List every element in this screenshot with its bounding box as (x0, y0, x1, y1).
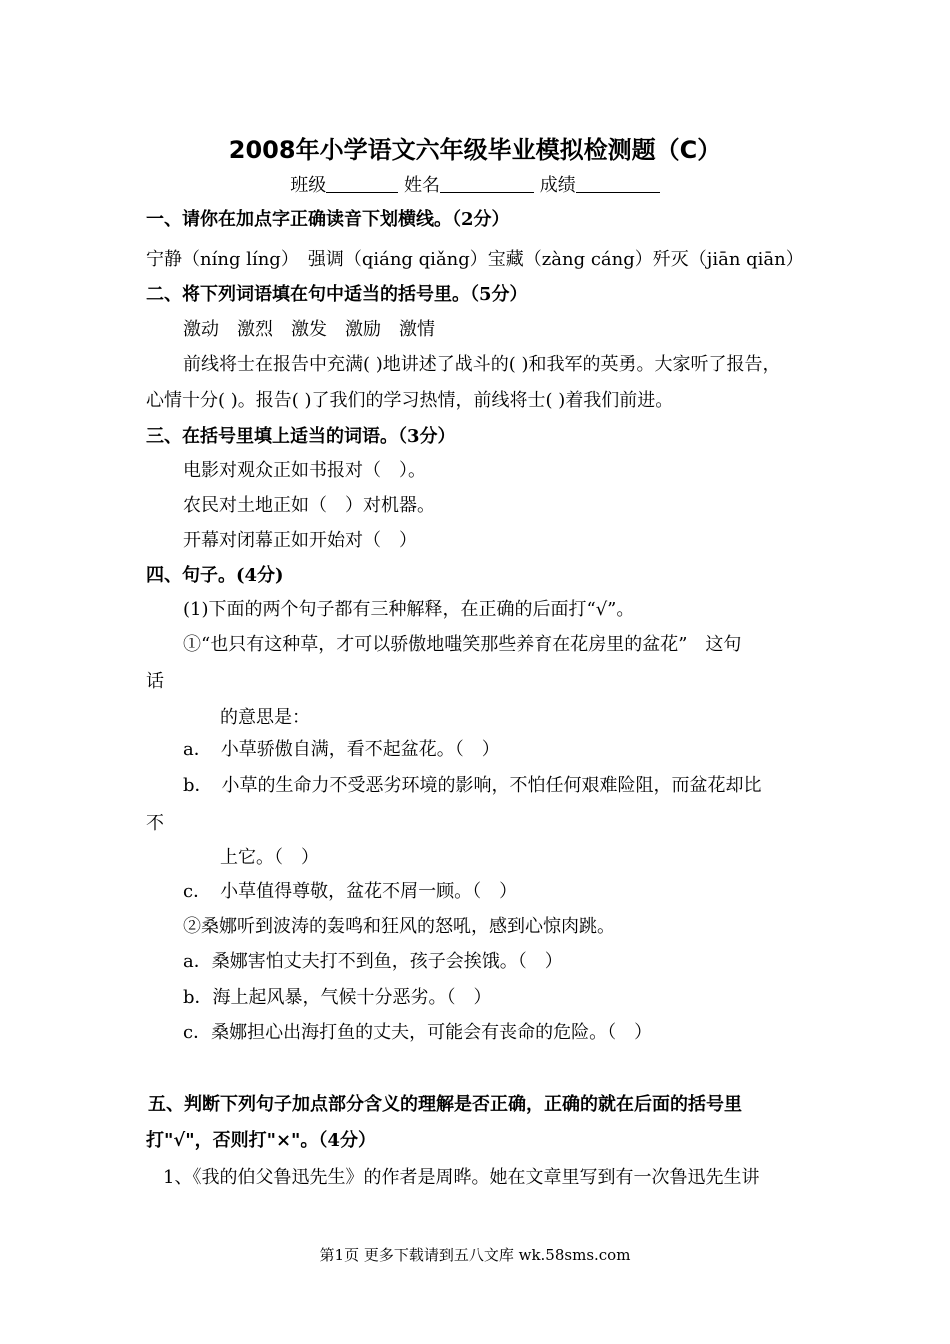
section-4-option-b-end: 上它。（ ） (220, 847, 319, 868)
section-3-item-c: 开幕对闭幕正如开始对（ ） (183, 530, 417, 551)
section-4-question-2: ②桑娜听到波涛的轰鸣和狂风的怒吼，感到心惊肉跳。 (183, 916, 615, 937)
section-4-question-1-meaning: 的意思是： (220, 707, 310, 728)
section-4-option-c: c． 小草值得尊敬，盆花不屑一顾。（ ） (183, 881, 518, 902)
section-2-paragraph-2: 心情十分( )。报告( )了我们的学习热情，前线将士( )着我们前进。 (146, 390, 674, 411)
student-info-row (0, 174, 950, 198)
section-3-item-b: 农民对土地正如（ ）对机器。 (183, 495, 435, 516)
section-4-option-b-wrap: 不 (146, 813, 164, 834)
score-label: 成绩 (539, 175, 576, 196)
section-2-heading: 二、将下列词语填在句中适当的括号里。（5分） (146, 284, 528, 305)
name-label: 姓名 (404, 175, 440, 196)
section-5-heading-wrap: 打"√"，否则打"×"。（4分） (146, 1130, 376, 1151)
section-1-heading: 一、请你在加点字正确读音下划横线。（2分） (146, 209, 510, 230)
section-3-heading: 三、在括号里填上适当的词语。（3分） (146, 426, 456, 447)
section-4-q2-option-a: a．桑娜害怕丈夫打不到鱼，孩子会挨饿。（ ） (183, 951, 563, 972)
section-4-question-1: ①“也只有这种草，才可以骄傲地嗤笑那些养育在花房里的盆花” 这句 (183, 634, 742, 655)
section-4-option-a: a． 小草骄傲自满，看不起盆花。（ ） (183, 739, 500, 760)
section-1-items: 宁静（níng líng） 强调（qiáng qiǎng）宝藏（zàng cáng）歼灭（jiān qiān） (146, 249, 804, 270)
section-4-q2-option-c: c．桑娜担心出海打鱼的丈夫，可能会有丧命的危险。（ ） (183, 1022, 653, 1043)
class-label: 班级 (290, 175, 327, 196)
score-blank (576, 174, 660, 193)
section-4-option-b: b． 小草的生命力不受恶劣环境的影响，不怕任何艰难险阻，而盆花却比 (183, 775, 762, 796)
section-2-paragraph-1: 前线将士在报告中充满( )地讲述了战斗的( )和我军的英勇。大家听了报告， (183, 354, 781, 375)
section-5-item-1: 1、《我的伯父鲁迅先生》的作者是周晔。她在文章里写到有一次鲁迅先生讲 (163, 1167, 760, 1188)
section-4-question-1-wrap: 话 (146, 671, 164, 692)
section-5-heading: 五、判断下列句子加点部分含义的理解是否正确，正确的就在后面的括号里 (148, 1094, 742, 1115)
section-4-instruction: (1)下面的两个句子都有三种解释，在正确的后面打“√”。 (183, 599, 635, 620)
section-2-words: 激动 激烈 激发 激励 激情 (183, 319, 435, 340)
name-blank (440, 174, 534, 193)
section-3-item-a: 电影对观众正如书报对（ ）。 (183, 460, 426, 481)
section-4-q2-option-b: b．海上起风暴，气候十分恶劣。（ ） (183, 987, 492, 1008)
section-4-heading: 四、句子。(4分) (146, 565, 284, 586)
class-blank (326, 174, 398, 193)
page-title: 2008年小学语文六年级毕业模拟检测题（C） (228, 136, 722, 164)
page-footer: 第1页 更多下载请到五八文库 wk.58sms.com (319, 1246, 631, 1264)
